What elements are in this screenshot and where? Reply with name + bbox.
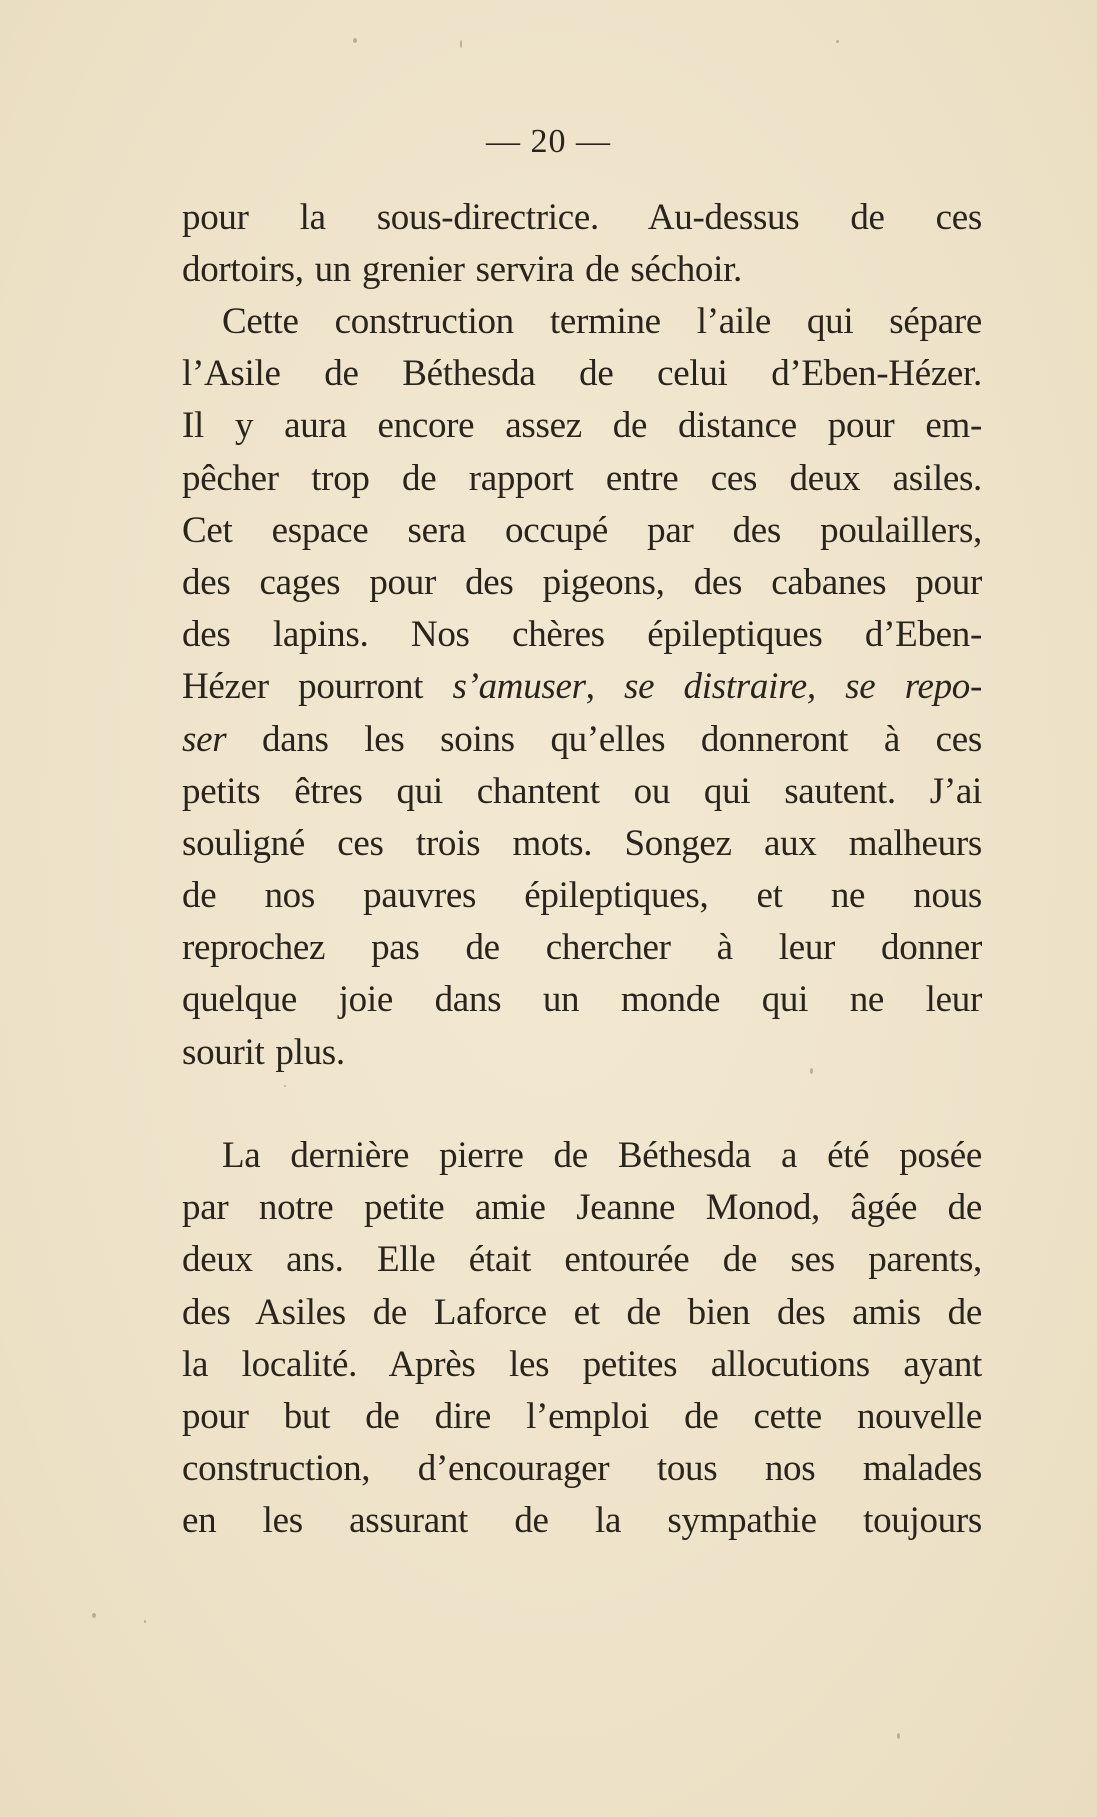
text-segment: souligné ces trois mots. Songez aux malheurs [182,822,982,864]
paper-speck [284,1085,286,1087]
text-line [182,1027,982,1079]
text-line [182,974,982,1026]
text-segment: l’Asile de Béthesda de celui d’Eben-Hézer. [182,353,982,395]
text-segment: , [585,666,624,708]
text-line [182,1287,982,1339]
paragraph-construction [182,296,982,1079]
text-line [182,1443,982,1495]
text-line [182,244,982,296]
paper-speck [353,38,357,43]
text-segment: Hézer pourront [182,666,453,708]
text-line [182,1130,982,1182]
text-line [182,296,982,348]
text-line [182,818,982,870]
text-segment: pour but de dire l’emploi de cette nouvelle [182,1395,982,1437]
text-line [182,766,982,818]
page-number: — 20 — [486,123,611,160]
text-segment: deux ans. Elle était entourée de ses parents, [182,1239,982,1281]
text-line [182,870,982,922]
paper-speck [92,1613,96,1618]
text-segment: Cet espace sera occupé par des poulaillers, [182,509,982,551]
text-line [182,1391,982,1443]
text-line [182,400,982,452]
text-line [182,714,982,766]
text-segment: La dernière pierre de Béthesda a été posée [222,1135,982,1176]
text-line [182,557,982,609]
text-segment: quelque joie dans un monde qui ne leur [182,979,982,1021]
text-line [182,348,982,400]
text-segment: des cages pour des pigeons, des cabanes pour [182,561,982,603]
paper-speck [897,1733,900,1739]
italic-emphasis: ser [182,718,227,760]
italic-emphasis: se distraire, se repo- [624,666,982,708]
text-segment: de nos pauvres épileptiques, et ne nous [182,875,982,917]
text-line [182,1234,982,1286]
text-segment: Cette construction termine l’aile qui sépare [222,301,982,342]
text-segment: en les assurant de la sympathie toujours [182,1500,982,1542]
paper-speck [836,40,839,43]
text-segment: des Asiles de Laforce et de bien des amis de [182,1291,982,1333]
text-segment: Il y aura encore assez de distance pour em- [182,405,982,447]
paragraph-last-stone [182,1130,982,1548]
text-segment: la localité. Après les petites allocutions ayant [182,1343,982,1385]
text-line [182,1339,982,1391]
text-segment: dortoirs, un grenier servira de séchoir. [182,249,743,291]
paper-speck [144,1620,146,1623]
text-line [182,922,982,974]
text-line [182,1182,982,1234]
text-segment: dans les soins qu’elles donneront à ces [226,718,982,760]
text-line [182,192,982,244]
text-line [182,505,982,557]
text-segment: construction, d’encourager tous nos malades [182,1448,982,1490]
text-segment: sourit plus. [182,1031,345,1073]
text-line [182,453,982,505]
text-line [182,609,982,661]
paper-speck [460,40,462,48]
text-segment: petits êtres qui chantent ou qui sautent. J’ai [182,770,982,812]
text-segment: pour la sous-directrice. Au-dessus de ces [182,197,982,238]
paragraph-continuation [182,192,982,296]
text-segment: reprochez pas de chercher à leur donner [182,927,982,969]
italic-emphasis: s’amuser [452,666,586,708]
text-line [182,661,982,713]
text-segment: pêcher trop de rapport entre ces deux asiles. [182,457,982,499]
text-line [182,1495,982,1547]
text-segment: par notre petite amie Jeanne Monod, âgée de [182,1187,982,1229]
text-segment: des lapins. Nos chères épileptiques d’Eben- [182,614,982,656]
